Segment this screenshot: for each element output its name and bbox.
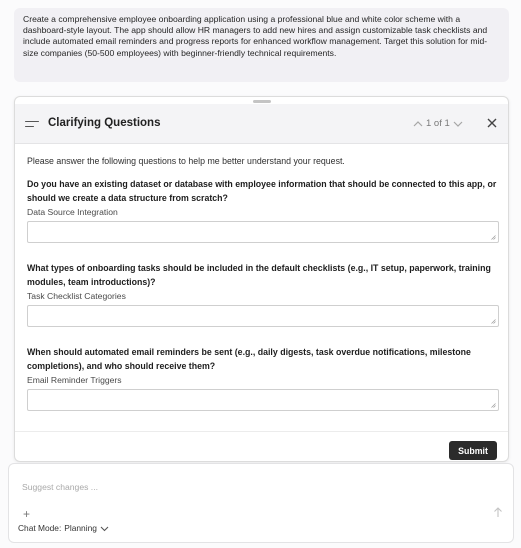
- submit-button[interactable]: Submit: [449, 441, 497, 460]
- chevron-down-icon[interactable]: [453, 120, 463, 128]
- pager-text: 1 of 1: [426, 118, 450, 129]
- question-data-source: [27, 177, 499, 243]
- resize-grip-icon[interactable]: [491, 235, 496, 240]
- chat-mode-value: Planning: [64, 523, 97, 533]
- user-prompt-text: Create a comprehensive employee onboarding application using a professional blue and white color scheme with a dashboard-style layout. The app should allow HR managers to add new hires and assign customizable task checklists and include automated email reminders and progress reports for enhanced workflow management. Target this solution for mid-size companies (50-500 employees) with beginner-friendly technical requirements.: [23, 14, 488, 58]
- dialog-header: [15, 104, 508, 144]
- dialog-body: [27, 155, 499, 385]
- answer-label: Data Source Integration: [27, 207, 118, 217]
- footer-divider: [15, 431, 508, 432]
- task-categories-input[interactable]: [27, 305, 499, 327]
- question-email-triggers: [27, 345, 499, 411]
- data-source-input[interactable]: [27, 221, 499, 243]
- clarifying-questions-dialog: [14, 96, 509, 462]
- chat-composer: [8, 463, 514, 543]
- menu-lines-icon[interactable]: [25, 119, 39, 129]
- drag-handle[interactable]: [253, 100, 271, 103]
- arrow-up-icon[interactable]: [493, 506, 503, 518]
- chevron-up-icon[interactable]: [413, 120, 423, 128]
- close-icon[interactable]: [485, 116, 499, 130]
- answer-label: Task Checklist Categories: [27, 291, 126, 301]
- question-text: When should automated email reminders be sent (e.g., daily digests, task overdue notifications, milestone completions), and who should receive them?: [27, 347, 471, 371]
- question-task-categories: [27, 261, 499, 327]
- resize-grip-icon[interactable]: [491, 319, 496, 324]
- resize-grip-icon[interactable]: [491, 403, 496, 408]
- suggest-changes-input[interactable]: Suggest changes ...: [22, 482, 98, 492]
- dialog-title: Clarifying Questions: [48, 117, 161, 129]
- dialog-intro: Please answer the following questions to help me better understand your request.: [27, 156, 345, 166]
- email-triggers-input[interactable]: [27, 389, 499, 411]
- chevron-down-icon: [100, 525, 109, 532]
- answer-label: Email Reminder Triggers: [27, 375, 122, 385]
- user-prompt-bubble: [14, 8, 509, 82]
- question-text: What types of onboarding tasks should be included in the default checklists (e.g., IT setup, paperwork, training modules, team introductions)?: [27, 263, 491, 287]
- chat-mode-selector[interactable]: [18, 523, 109, 533]
- plus-icon[interactable]: +: [23, 507, 31, 521]
- question-text: Do you have an existing dataset or database with employee information that should be connected to this app, or should we create a data structure from scratch?: [27, 179, 497, 203]
- question-pager: [413, 118, 463, 129]
- chat-mode-label: Chat Mode:: [18, 523, 62, 533]
